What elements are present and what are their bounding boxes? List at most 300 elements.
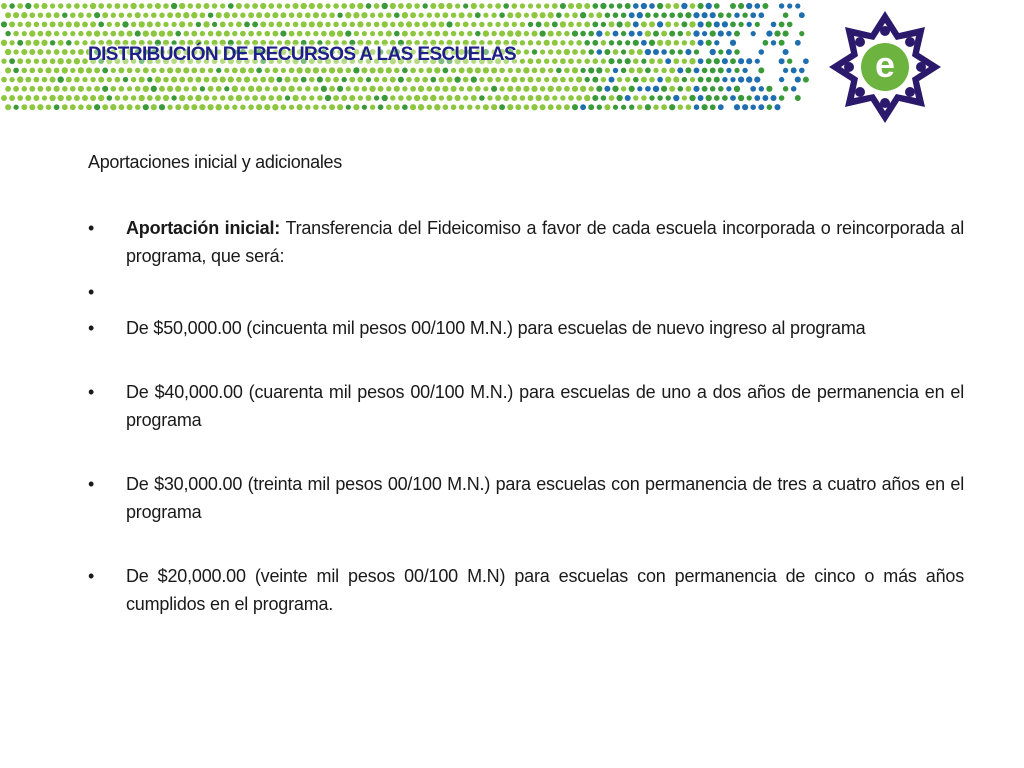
band-dot [329,12,335,18]
band-dot [597,105,602,110]
band-dot [592,40,598,46]
band-dot [74,77,80,83]
band-dot [767,104,773,110]
band-dot [228,22,233,27]
band-dot [701,104,707,110]
band-dot [386,86,391,91]
band-dot [147,95,153,101]
band-dot [609,95,615,101]
band-dot [706,58,712,64]
band-dot [321,105,326,110]
band-dot [451,68,456,73]
band-dot [329,67,335,73]
band-dot [592,58,598,64]
band-dot [122,21,128,27]
amount-text: De $40,000.00 (cuarenta mil pesos 00/100 M.N.) para escuelas de uno a dos años de permanencia en el programa [126,382,964,430]
band-dot [244,95,250,101]
band-dot [556,12,562,18]
band-dot [742,12,747,17]
band-dot [208,86,214,92]
band-dot [78,67,84,73]
band-dot [212,77,218,83]
band-dot [661,49,667,55]
band-dot [690,77,695,82]
band-dot [685,67,691,73]
band-dot [244,22,250,28]
band-dot [42,95,47,100]
band-dot [42,77,48,83]
band-dot [718,104,724,110]
band-dot [159,68,164,73]
band-dot [604,49,610,55]
band-dot [669,12,675,18]
band-dot [702,31,707,36]
band-dot [674,22,679,27]
band-dot [66,95,72,101]
band-dot [98,95,104,101]
band-dot [188,3,193,8]
band-dot [430,77,436,83]
band-dot [58,76,64,82]
band-dot [240,86,245,91]
band-dot [625,40,630,45]
band-dot [216,12,222,18]
band-dot [256,86,262,92]
band-dot [414,22,420,28]
amount-text: De $30,000.00 (treinta mil pesos 00/100 M.N.) para escuelas con permanencia de tres a cuatro años en el programa [126,474,964,522]
band-dot [353,12,359,18]
band-dot [690,40,696,46]
band-dot [70,12,76,18]
band-dot [90,77,95,82]
band-dot [1,21,7,27]
band-dot [621,31,626,36]
band-dot [653,104,658,109]
band-dot [483,13,488,18]
band-dot [738,76,744,82]
band-dot [702,68,708,74]
band-dot [629,105,634,110]
band-dot [175,67,181,73]
band-dot [560,58,566,64]
band-dot [678,104,684,110]
band-dot [398,3,404,9]
band-dot [564,68,570,74]
band-dot [240,67,246,73]
band-dot [442,67,448,73]
band-dot [625,95,631,101]
band-dot [196,3,202,9]
band-dot [435,12,441,18]
band-dot [576,77,582,83]
band-dot [536,40,541,45]
band-dot [118,31,124,37]
band-dot [657,77,663,83]
band-dot [467,13,472,18]
band-dot [143,104,149,110]
band-dot [512,22,517,27]
band-dot [487,95,492,100]
band-dot [123,77,128,82]
band-dot [265,68,270,73]
band-dot [131,77,136,82]
band-dot [54,49,60,55]
band-dot [313,67,319,73]
band-dot [406,95,412,101]
band-dot [382,95,388,101]
band-dot [325,22,330,27]
band-dot [114,3,120,9]
band-dot [232,67,238,73]
band-dot [774,30,780,36]
band-dot [163,3,169,9]
band-dot [576,95,582,101]
band-dot [305,104,311,110]
band-dot [438,21,444,27]
band-dot [613,31,619,37]
band-dot [718,49,723,54]
band-dot [224,12,230,18]
band-dot [649,40,655,46]
band-dot [665,40,671,46]
band-dot [188,22,193,27]
band-dot [479,22,485,28]
logo-letter: e [874,44,896,85]
band-dot [613,68,618,73]
band-dot [434,31,440,37]
band-dot [370,13,375,18]
band-dot [325,77,331,83]
band-dot [167,31,173,37]
band-dot [572,12,578,18]
band-dot [665,58,671,64]
band-dot [333,95,339,101]
band-dot [378,104,384,110]
band-dot [495,77,501,83]
band-dot [641,3,647,9]
band-dot [702,12,708,18]
band-dot [377,67,383,73]
band-dot [617,40,622,45]
band-dot [386,12,392,18]
band-dot [734,86,740,92]
band-dot [240,31,246,37]
band-dot [248,12,254,18]
band-dot [78,86,84,92]
band-dot [46,12,52,18]
band-dot [560,40,565,45]
band-dot [653,86,659,92]
band-dot [410,86,416,92]
band-dot [580,86,586,92]
band-dot [66,3,71,8]
band-dot [592,77,598,83]
band-dot [264,104,270,110]
band-dot [9,58,15,64]
band-dot [645,104,651,110]
band-dot [564,13,569,18]
band-dot [86,67,92,73]
band-dot [159,30,165,36]
band-dot [45,30,51,36]
band-dot [491,13,496,18]
band-dot [487,3,492,8]
band-dot [115,22,120,27]
band-dot [645,49,651,55]
band-dot [171,22,176,27]
band-dot [609,77,615,83]
band-dot [58,58,64,64]
band-dot [677,12,683,18]
band-dot [98,77,104,83]
band-dot [592,95,598,101]
band-dot [1,77,7,83]
band-dot [499,104,505,110]
band-dot [252,77,257,82]
band-dot [62,104,68,110]
band-dot [669,49,675,55]
band-dot [232,105,237,110]
band-dot [544,77,549,82]
band-dot [783,68,788,73]
band-dot [459,67,465,73]
band-dot [726,31,731,36]
band-dot [544,95,550,101]
band-dot [370,31,375,36]
band-dot [70,31,75,36]
band-dot [66,40,72,46]
band-dot [13,49,18,54]
band-dot [766,86,772,92]
band-dot [78,12,84,18]
band-dot [503,95,509,101]
band-dot [175,12,181,18]
band-dot [1,58,6,63]
band-dot [204,3,210,9]
band-dot [779,95,785,101]
band-dot [349,95,355,101]
band-dot [1,40,7,46]
band-dot [758,104,764,110]
band-dot [127,31,133,37]
band-dot [584,40,590,46]
band-dot [451,12,456,17]
band-dot [548,31,554,37]
band-dot [115,95,121,101]
band-dot [479,77,484,82]
band-dot [37,49,43,55]
band-dot [787,3,792,8]
band-dot [191,104,197,110]
band-dot [459,31,465,37]
band-dot [722,77,727,82]
band-dot [191,31,197,37]
band-dot [779,58,785,64]
band-dot [143,30,149,36]
band-dot [21,49,27,55]
band-dot [693,86,699,92]
band-dot [596,67,602,73]
band-dot [297,31,303,37]
band-dot [532,49,537,54]
band-dot [280,86,286,92]
band-dot [394,104,400,110]
band-dot [657,21,663,27]
band-dot [49,95,55,101]
band-dot [738,58,744,64]
band-dot [536,77,541,82]
band-dot [463,77,469,83]
band-dot [604,86,610,92]
band-dot [139,21,145,27]
band-dot [475,67,481,73]
band-dot [110,31,116,37]
band-dot [110,86,116,92]
band-dot [410,31,416,37]
band-dot [661,12,667,18]
band-dot [467,104,472,109]
band-dot [90,21,96,27]
band-dot [507,12,513,18]
band-dot [629,86,635,92]
band-dot [706,21,712,27]
band-dot [370,105,375,110]
band-dot [714,58,720,64]
band-dot [540,12,546,18]
band-dot [236,3,242,9]
band-dot [297,104,303,110]
band-dot [402,12,408,18]
band-dot [694,68,700,74]
band-dot [5,104,11,110]
band-dot [718,31,724,37]
band-dot [5,86,11,92]
band-dot [94,86,100,92]
band-dot [252,3,258,9]
band-dot [430,95,436,101]
band-dot [309,3,315,9]
band-dot [629,49,635,55]
band-dot [317,95,323,101]
band-dot [568,77,573,82]
band-dot [617,21,623,27]
band-dot [98,3,104,9]
band-dot [499,68,505,74]
band-dot [605,31,610,36]
band-dot [293,3,299,9]
band-dot [74,21,80,27]
band-dot [536,58,541,63]
band-dot [556,31,562,37]
band-dot [706,40,712,46]
band-dot [313,12,319,18]
band-dot [86,104,92,110]
band-dot [605,68,610,73]
band-dot [46,104,51,109]
band-dot [82,77,87,82]
band-dot [459,86,464,91]
band-dot [382,77,387,82]
band-dot [520,40,525,45]
band-dot [693,30,699,36]
band-dot [175,31,181,37]
band-dot [523,86,529,92]
band-dot [58,3,63,8]
band-dot [155,22,161,28]
intro-text: Transferencia del Fideicomiso a favor de cada escuela incorporada o reincorporada al programa, que será: [126,218,964,266]
band-dot [29,86,35,92]
band-dot [653,13,658,18]
band-dot [722,58,728,64]
band-dot [799,12,805,18]
band-dot [159,86,165,92]
band-dot [329,104,335,110]
band-dot [523,67,529,73]
band-dot [151,30,157,36]
band-dot [548,12,554,18]
band-dot [33,95,39,101]
band-dot [260,21,266,27]
band-dot [269,22,275,28]
band-dot [119,86,125,92]
band-dot [204,77,210,83]
band-dot [224,68,229,73]
band-dot [730,95,736,101]
band-dot [730,40,736,46]
bullet-intro [88,214,964,270]
band-dot [187,77,193,83]
band-dot [285,22,290,27]
band-dot [74,40,79,45]
band-dot [58,95,64,101]
band-dot [742,68,747,73]
band-dot [548,104,554,110]
band-dot [183,67,189,73]
band-dot [609,21,615,27]
band-dot [774,104,780,110]
band-dot [685,12,691,18]
band-dot [390,3,396,9]
band-dot [544,59,549,64]
band-dot [34,77,40,83]
band-dot [560,3,566,9]
band-dot [90,3,96,9]
band-dot [127,68,133,74]
band-dot [212,3,217,8]
band-dot [747,95,752,100]
program-logo-icon [826,8,944,126]
band-dot [349,3,355,9]
band-dot [531,86,537,92]
band-dot [58,40,64,46]
band-dot [758,12,764,18]
band-dot [601,95,607,101]
band-dot [446,3,452,9]
band-dot [297,86,302,91]
band-dot [337,86,343,92]
band-dot [386,104,392,110]
band-dot [1,95,7,101]
band-dot [434,67,440,73]
band-dot [301,77,307,83]
band-dot [301,95,307,101]
band-dot [746,3,752,9]
band-dot [252,95,258,101]
band-dot [791,86,797,92]
band-dot [179,77,185,83]
band-dot [678,49,683,54]
band-dot [46,86,52,92]
